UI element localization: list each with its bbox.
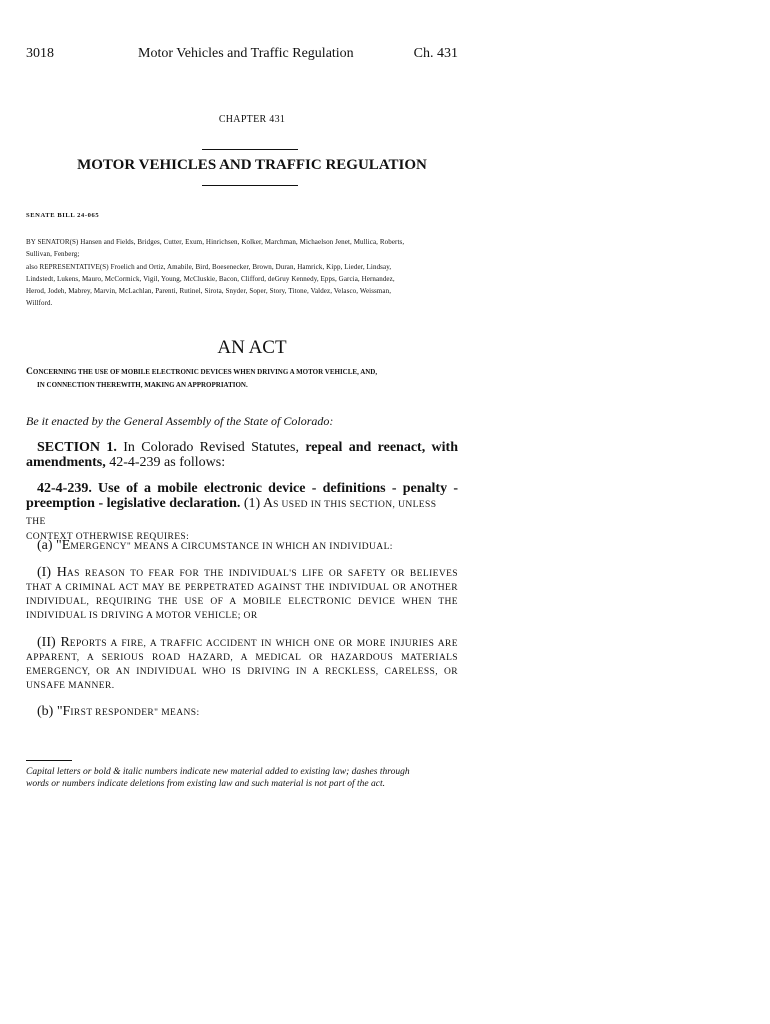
section-1-citation: 42-4-239 as follows:	[105, 455, 226, 470]
sponsors-line: Herod, Jodeh, Mabrey, Marvin, McLachlan, Parenti, Rutinel, Sirota, Snyder, Soper, Story, Titone, Valdez, Velasco, Weissman,	[26, 287, 392, 296]
paragraph-b	[26, 704, 458, 720]
running-header	[26, 46, 458, 64]
sponsors-line: Sullivan, Fenberg;	[26, 250, 80, 259]
paragraph-I	[26, 566, 458, 623]
paragraph-II-number: (II)	[37, 635, 61, 650]
paragraph-II-line: EPORTS A FIRE, A TRAFFIC ACCIDENT IN WHICH ONE OR MORE INJURIES ARE	[69, 639, 458, 649]
paragraph-II	[26, 636, 458, 693]
paragraph-I-number: (I)	[37, 565, 57, 580]
paragraph-b-number: (b)	[37, 704, 57, 719]
subject-line-2: IN CONNECTION THEREWITH, MAKING AN APPROPRIATION.	[37, 381, 248, 389]
footnote-line: Capital letters or bold & italic numbers indicate new material added to existing law; dashes through	[26, 767, 410, 777]
paragraph-a-number: (a)	[37, 538, 57, 553]
section-1-label: SECTION 1.	[37, 440, 117, 455]
paragraph-I-line: AS REASON TO FEAR FOR THE INDIVIDUAL'S LIFE OR SAFETY OR BELIEVES	[66, 569, 458, 579]
document-title: MOTOR VEHICLES AND TRAFFIC REGULATION	[77, 157, 427, 173]
title-rule-top	[202, 149, 298, 150]
paragraph-I-line: INDIVIDUAL IS DRIVING A MOTOR VEHICLE; OR	[26, 611, 258, 621]
subsection-text-cont: CONTEXT OTHERWISE REQUIRES:	[26, 532, 190, 542]
paragraph-II-line: UNSAFE MANNER.	[26, 681, 115, 691]
running-title: Motor Vehicles and Traffic Regulation	[138, 46, 354, 61]
subject-initial: C	[26, 367, 33, 377]
sponsors-line: Lindstedt, Lukens, Mauro, McCormick, Vigil, Young, McCluskie, Bacon, Clifford, deGruy Kennedy, Epps, Garcia, Hernandez,	[26, 274, 395, 283]
paragraph-II-line: APPARENT, A SERIOUS ROAD HAZARD, A MEDICAL OR HAZARDOUS MATERIALS	[26, 653, 458, 663]
section-1-amendments: amendments,	[26, 455, 106, 470]
bill-number: SENATE BILL 24-065	[26, 212, 100, 219]
subsection-number: (1)	[240, 496, 263, 511]
section-1-bold-phrase: repeal and reenact, with	[305, 440, 458, 455]
subject-line-1: ONCERNING THE USE OF MOBILE ELECTRONIC DEVICES WHEN DRIVING A MOTOR VEHICLE, AND,	[32, 368, 378, 376]
chapter-label: CHAPTER 431	[218, 114, 286, 125]
footnote-line: words or numbers indicate deletions from existing law and such material is not part of the act.	[26, 779, 385, 789]
paragraph-a-initial: "E	[56, 538, 71, 553]
act-heading: AN ACT	[217, 337, 287, 358]
act-subject	[26, 366, 458, 392]
sponsors-line: Willford.	[26, 299, 53, 308]
paragraph-I-initial: H	[56, 565, 67, 580]
title-rule-bottom	[202, 185, 298, 186]
section-42-4-239	[26, 481, 458, 545]
enacting-clause: Be it enacted by the General Assembly of the State of Colorado:	[26, 414, 334, 428]
section-1-text: In Colorado Revised Statutes,	[116, 440, 306, 455]
paragraph-b-initial: "F	[56, 704, 71, 719]
paragraph-a-text: MERGENCY" MEANS A CIRCUMSTANCE IN WHICH AN INDIVIDUAL:	[70, 542, 393, 552]
section-heading-line-2: preemption - legislative declaration.	[26, 496, 241, 511]
subsection-text: S USED IN THIS SECTION, UNLESS THE	[26, 500, 437, 527]
paragraph-b-text: IRST RESPONDER" MEANS:	[70, 708, 200, 718]
paragraph-II-line: EMERGENCY, OR AN INDIVIDUAL WHO IS DRIVING IN A RECKLESS, CARELESS, OR	[26, 667, 458, 677]
sponsors-line: BY SENATOR(S) Hansen and Fields, Bridges, Cutter, Exum, Hinrichsen, Kolker, Marchman, Michaelson Jenet, Mullica, Roberts,	[26, 238, 405, 246]
footnote-rule	[26, 760, 72, 761]
sponsors-list	[26, 236, 458, 310]
paragraph-I-line: THAT A CRIMINAL ACT MAY BE PERPETRATED AGAINST THE INDIVIDUAL OR ANOTHER	[26, 583, 458, 593]
paragraph-I-line: INDIVIDUAL, REQUIRING THE USE OF A MOBILE ELECTRONIC DEVICE WHEN THE	[26, 597, 458, 607]
section-1	[26, 440, 458, 470]
paragraph-II-initial: R	[60, 635, 70, 650]
page-number: 3018	[26, 46, 54, 61]
chapter-reference: Ch. 431	[413, 46, 458, 61]
footnote	[26, 766, 458, 790]
sponsors-line: also REPRESENTATIVE(S) Froelich and Ortiz, Amabile, Bird, Boesenecker, Brown, Duran, Hamrick, Kipp, Lieder, Lindsay,	[26, 262, 392, 271]
subsection-initial: A	[262, 496, 274, 511]
section-heading-line-1: 42-4-239. Use of a mobile electronic device - definitions - penalty -	[37, 481, 458, 496]
paragraph-a	[26, 538, 458, 554]
